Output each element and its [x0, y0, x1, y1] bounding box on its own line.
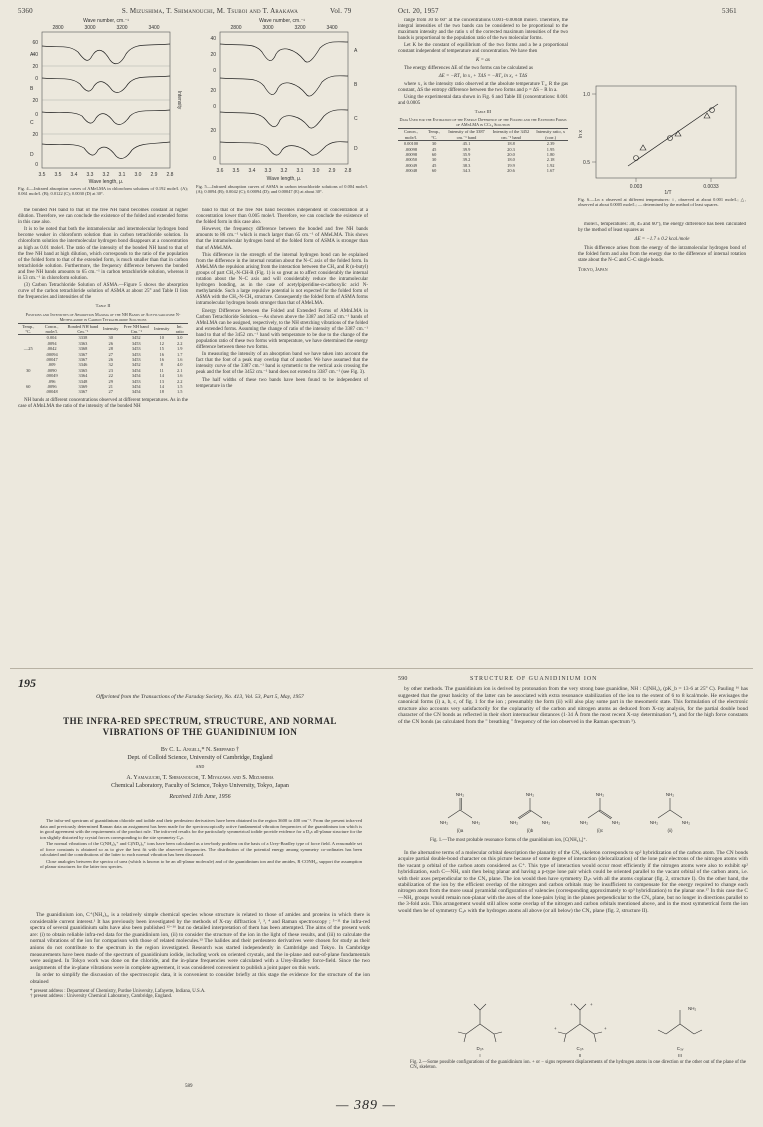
fig6-fit-line	[628, 104, 718, 166]
fig6-point-triangle	[704, 113, 710, 118]
page-number-589: 589	[185, 1084, 193, 1089]
fig1-label-ic: (i)c	[596, 828, 604, 833]
resonance-form-ic	[588, 798, 612, 819]
fig5-bottom-axis-label: Wave length, μ.	[266, 176, 302, 182]
svg-text:2800: 2800	[230, 25, 242, 31]
page-number-5360: 5360	[18, 7, 33, 15]
table-cell: 1.6	[176, 373, 183, 379]
table-cell: 1.67	[546, 168, 555, 174]
fig1-label-ia: (i)a	[456, 828, 464, 833]
table-cell: .00050	[404, 157, 418, 163]
affiliation-cambridge: Dept. of Colloid Science, University of Cambridge, England	[127, 755, 273, 761]
fig4-top-ticks	[52, 25, 159, 31]
table3-title: Data Used for the Estimation of the Energy Difference of the Folded and the Extended Forms of AMnLMA in CCl₄ Solution	[399, 117, 567, 128]
fig2-symmetry-c3v: C₃ᵥ	[676, 1046, 684, 1051]
table-cell: 27	[108, 389, 113, 395]
svg-text:NH₂: NH₂	[541, 820, 551, 825]
fig6-caption: Fig. 6.—Ln x observed at different temperatures: ○, observed at about 0.001 mole/l.; △, observed at about 0.0005 mole/l.; — determined by the method of least squares.	[578, 197, 746, 208]
svg-text:20: 20	[210, 128, 216, 134]
paper-number: 195	[18, 676, 36, 690]
table-cell: 20.3	[507, 146, 515, 152]
article-title: THE INFRA-RED SPECTRUM, STRUCTURE, AND NORMAL VIBRATIONS OF THE GUANIDINIUM ION	[63, 716, 337, 737]
svg-text:0: 0	[35, 112, 38, 118]
fig4-label-b: B	[30, 86, 34, 92]
table-cell: .00049	[404, 162, 418, 168]
top-left-column-2: band to that of the free NH band becomes independent of concentration at a concentration lower than 0.005 mole/l. Therefore, we can conclude the existence of the folded form in this case also. However, the frequency difference between the bonded and free NH bands amounts to 86 cm.⁻¹ which is much larger than 65 cm.⁻¹ of AMeLMA. This shows that the intramolecular hydrogen bond of the folded form of ASMA is stronger than that of AMeLMA. This difference in the strength of the internal hydrogen bond can be explained from the difference in the internal rotation about the N–C axis of the folded form. In AMeLMA the repulsion arising from the interaction between the CH₃ and R (n-butyl) groups of part CH₃-N-CH-R (Fig. 1) is so great as to affect considerably the internal rotation about the N–C axis and will considerably reduce the intramolecular hydrogen bonding, as in the case of acetylpiperidine-α-carboxylic acid N-methylamide. Such a large repulsive potential is not expected for the folded form of ASMA with the CH₃-N-CH₂ structure. Consequently the folded form of ASMA forms intramolecular hydrogen bonds stronger than that of AMeLMA. Energy Difference between the Folded and Extended Forms of AMnLMA in Carbon Tetrachloride Solution.—As shown above the 3387 and 3452 cm.⁻¹ bands of AMnLMA can be assigned, respectively, to the NH stretching vibrations of the folded and extended forms. Assuming the change of ratio of the intensity of the 3387 cm.⁻¹ band to that of the 3452 cm.⁻¹ band with temperature to be due to the change of the population ratio of these two forms with temperature, we have determined the energy difference between these two forms. In measuring the intensity of an absorption band we have taken into account the fact that the foot of a peak may overlap that of another. We have assumed that the intensity curve of the 3387 cm.⁻¹ band is symmetric to the vertical axis crossing the peak and the foot of the 3452 cm.⁻¹ band does not extend to 3387 cm.⁻¹ (see Fig. 3). The half widths of these two bands have been found to be independent of temperature in the	[196, 208, 368, 389]
fig6-y-tick-2: 0.5	[583, 160, 590, 166]
table-cell: 29	[108, 378, 113, 384]
svg-text:NH₂: NH₂	[681, 820, 691, 825]
table-cell: 3365	[78, 367, 88, 373]
resonance-form-ia	[448, 798, 472, 818]
table-cell: 30	[431, 157, 437, 163]
table-cell: 60	[26, 383, 31, 389]
fig4-label-a: A	[30, 52, 34, 58]
fig2-numeral-i: I	[479, 1053, 481, 1058]
table-cell: 1.9	[176, 346, 183, 352]
table-cell: 0.004	[46, 335, 57, 341]
table-cell: 16	[159, 356, 164, 362]
table-cell: 26	[108, 356, 113, 362]
svg-text:3.0: 3.0	[312, 168, 320, 174]
svg-text:2800: 2800	[52, 25, 64, 31]
table-cell: 2.39	[546, 141, 555, 147]
svg-text:2.8: 2.8	[166, 172, 174, 178]
table-cell	[18, 389, 39, 394]
resonance-form-ii	[658, 798, 682, 818]
table-cell: 34.3	[462, 168, 471, 174]
table-cell: 3454	[131, 383, 141, 389]
table-cell: 21	[108, 383, 113, 389]
table-cell: 3453	[131, 378, 141, 384]
figure-6-plot	[576, 80, 746, 195]
svg-text:3200: 3200	[294, 25, 306, 31]
fig4-bottom-ticks	[39, 172, 174, 178]
table2-label: Table II	[95, 303, 111, 309]
resonance-form-ib	[518, 798, 542, 819]
and-word: and	[195, 765, 205, 770]
svg-text:NH₂: NH₂	[649, 820, 659, 825]
configuration-c3v	[658, 1010, 702, 1034]
fig5-curve-a	[220, 42, 348, 62]
table-cell: 1.92	[546, 162, 555, 168]
fig5-label-a: A	[354, 48, 358, 54]
fig6-x-label: 1/T	[664, 190, 672, 195]
table-cell: 1.95	[546, 146, 555, 152]
svg-text:2.9: 2.9	[150, 172, 158, 178]
fig5-bottom-ticks	[217, 168, 352, 174]
table-cell: 10	[159, 335, 164, 341]
table-cell: 3453	[131, 346, 141, 352]
table-cell: 1.80	[546, 151, 555, 157]
table-cell: 3364	[78, 373, 88, 379]
table-cell: 4.0	[176, 362, 183, 368]
svg-text:3.1: 3.1	[118, 172, 126, 178]
svg-text:NH₂: NH₂	[525, 792, 535, 797]
svg-text:2.8: 2.8	[344, 168, 352, 174]
fig4-intensity-label: Intensity	[176, 90, 182, 110]
fig4-label-d: D	[30, 152, 34, 158]
table-cell: .00049	[45, 373, 58, 379]
svg-text:0: 0	[35, 76, 38, 82]
top-left-column-1: the bonded NH band to that of the free NH band becomes constant at higher dilution. Therefore, we can conclude the existence of the folded and extended forms in this case also. It is to be noted that both the intramolecular and intermolecular hydrogen bond become weaker in chloroform solution than in carbon tetrachloride solution. In chloroform solution the intermolecular hydrogen bond disappears at a concentration as high as 0.01 mole/l. The ratio of the intensity of the bonded NH band to that of the free NH band at high dilution, which corresponds to the ratio of the population of the folded form to that of the extended form, is much smaller than that in carbon tetrachloride solution. Furthermore, the frequency difference between the bonded and free NH bands amounts to 65 cm.⁻¹ in carbon tetrachloride solution, whereas it is 53 cm.⁻¹ in chloroform solution. (3) Carbon Tetrachloride Solution of ASMA.—Figure 5 shows the absorption curve of the carbon tetrachloride solution of ASMA at about 25° and Table II lists the frequencies and intensities of the Table II Positions and Intensities of Absorption Maxima of the NH Bands of Acetylsarcosine N-Methylamide in Carbon Tetrachloride Solutions Temp., °C. Concn., mole/l. Bonded NH band Cm.⁻¹ Intensity Free NH band Cm.⁻¹ Intensity Int. ratio 0.004 3338 30 3452 10 3.0 .0094 3363 26 3453 12 2.2 —25 .0042 3368 28 3453 15 1.9 .00094 3367 27 3453 16 1.7 .00047 3367 26 3453 16 1.6 .009 3346 32 3452 8 4.0 30 .0090 3365 23 3454 11 2.1 .00049 3364 22 3454 14 1.6 .096 3348 29 3453 13 2.2 60 .0096 3369 21 3454 14 1.5 .00048 3367 27 3454 18 1.5 NH bands at different concentrations observed at different temperatures. As in the case of AMnLMA the ratio of the intensity of the bonded NH	[18, 208, 188, 409]
svg-text:3.1: 3.1	[296, 168, 304, 174]
svg-text:3.5: 3.5	[54, 172, 62, 178]
fig5-left-ticks	[210, 36, 216, 162]
svg-text:3000: 3000	[84, 25, 96, 31]
table-cell: .00048	[45, 389, 58, 395]
svg-text:+: +	[604, 1026, 607, 1031]
svg-text:20: 20	[210, 52, 216, 58]
received-date: Received 11th June, 1956	[169, 794, 231, 800]
table-cell: .0094	[46, 340, 57, 346]
svg-text:20: 20	[210, 88, 216, 94]
configuration-c3h	[558, 1004, 602, 1042]
figure-1-resonance-forms	[430, 790, 720, 834]
table-cell: 1.7	[176, 351, 183, 357]
table-cell: 3452	[131, 335, 141, 341]
table-cell: 3452	[131, 362, 141, 368]
table-cell: 39.2	[462, 157, 471, 163]
table-cell: 2.1	[176, 367, 183, 373]
svg-text:0: 0	[35, 162, 38, 168]
table-cell: 22	[108, 373, 113, 379]
table-2: Temp., °C. Concn., mole/l. Bonded NH band Cm.⁻¹ Intensity Free NH band Cm.⁻¹ Intensity Int. ratio 0.004 3338 30 3452 10 3.0 .0094 3363 26 3453 12 2.2 —25 .0042 3368 28 3453 15 1.9 .00094 3367 27 3453 16 1.7 .00047 3367 26 3453 16 1.6 .009 3346 32 3452 8 4.0 30 .0090 3365 23 3454 11 2.1 .00049 3364 22 3454 14 1.6 .096 3348 29 3453 13 2.2 60 .0096 3369 21 3454 14 1.5 .00048 3367 27 3454 18 1.5	[18, 323, 188, 395]
fig4-caption: Fig. 4.—Infrared absorption curves of AMeLMA in chloroform solutions of 0.192 mole/l. (A); 0.061 mole/l. (B); 0.0122 (C); 0.0030 (D) at 30°.	[18, 186, 188, 197]
svg-text:40: 40	[32, 52, 38, 58]
top-right-column-2: mole/l., temperatures: 30, 45 and 60°), the energy difference has been calculated by the method of least squares as ΔE = −1.7 ± 0.2 kcal./mole This difference arises from the energy of the intramolecular hydrogen bond of the folded form and also from the energy due to the difference of internal rotation state about the N–C and C–C single bonds. Tokyo, Japan	[578, 222, 746, 273]
table-cell: 3369	[78, 383, 88, 389]
table-cell: 45.1	[462, 141, 471, 147]
svg-text:3.2: 3.2	[102, 172, 110, 178]
svg-text:3.3: 3.3	[86, 172, 94, 178]
table-cell: —25	[23, 346, 33, 352]
table-cell: 2.2	[176, 378, 183, 384]
table-cell: 19.9	[507, 162, 515, 168]
abstract: The infra-red spectrum of guanidinium chloride and iodide and their perdeutero derivatives have been obtained in the region 3600 to 400 cm⁻¹. From the present infra-red data and previously determined Raman data an assignment has been made for the spectroscopically active fundamental vibration frequencies of the guanidinium ion which is in good agreement with the requirements of the product rule. The infra-red results for the particularly symmetrical iodide provide evidence for a D₃ₕ all-planar structure for the ion slightly distorted by crystal forces corresponding to the site symmetry C₃ₕ. The normal vibrations of the C(NH₂)₃⁺ and C(ND₂)₃⁺ ions have been calculated as a ten-body problem on the basis of a Urey-Bradley type of force field. A reasonable set of force constants is obtained so as to give the best fit with the observed frequencies. The distribution of the potential energy among symmetry co-ordinates has been calculated and the contributions of the latter to each normal vibration has been discussed. Close analogies between the spectra of urea (which is known to be an all-planar molecule) and of the guanidinium ion and the amides, R·CONH₂, support the assumption of planar structures for the latter two species.	[40, 818, 362, 869]
svg-text:NH₂: NH₂	[439, 820, 449, 825]
fig4-label-c: C	[30, 120, 34, 126]
table-cell: 35.9	[462, 151, 471, 157]
table-3: Concn., mole/l. Temp., °C. Intensity of the 3387 cm.⁻¹ band Intensity of the 3452 cm.⁻¹ band Intensity ratio, x (corr.) 0.00100 30 45.1 18.8 2.39 .00098 45 39.9 20.3 1.95 .00098 60 35.9 20.0 1.80 .00050 30 39.2 18.0 2.18 .00049 45 38.3 19.9 1.92 .00048 60 34.3 20.6 1.67	[398, 128, 568, 173]
equation-delta-e-result: ΔE = −1.7 ± 0.2 kcal./mole	[634, 237, 690, 243]
fig2-numeral-iii: III	[678, 1053, 682, 1058]
fig6-y-tick-1: 1.0	[583, 92, 590, 98]
fig4-curve-a	[42, 44, 170, 64]
fig5-curve-c	[220, 110, 348, 128]
table-cell: 3346	[78, 362, 88, 368]
table-cell: 60	[431, 151, 437, 157]
svg-text:NH₂: NH₂	[595, 792, 605, 797]
table-cell: .0096	[46, 383, 57, 389]
table-cell: 15	[159, 346, 164, 352]
svg-text:+: +	[570, 1002, 573, 1007]
table-cell: 30	[431, 141, 437, 147]
table-cell: 39.9	[462, 146, 471, 152]
svg-text:20: 20	[32, 98, 38, 104]
fig6-point-circle	[634, 156, 639, 161]
table-cell: 30	[26, 367, 31, 373]
fig4-curve-b	[42, 76, 170, 92]
fig5-top-axis-label: Wave number, cm.⁻¹	[259, 18, 305, 24]
table-cell: 60	[431, 168, 437, 174]
table-cell: 13	[159, 378, 164, 384]
svg-text:NH₂: NH₂	[665, 792, 675, 797]
svg-text:3.0: 3.0	[134, 172, 142, 178]
table-cell: 2.18	[546, 157, 555, 163]
table-cell: 45	[431, 146, 437, 152]
fig5-curve-d	[220, 142, 348, 156]
table-cell: 38.3	[462, 162, 471, 168]
fig5-label-d: D	[354, 146, 358, 152]
svg-text:+: +	[590, 1002, 593, 1007]
table-cell: 20.0	[507, 151, 515, 157]
top-right-column-1: range from 30 to 60° at the concentrations 0.001–0.00048 mole/l. Therefore, the integral intensities of the two bands can be considered to be proportional to the maximum intensity and the ratio x of the corrected maximum intensities of the two bands is proportional to the population ratio of the two molecular forms. Let K be the constant of equilibrium of the two forms and a be a proportional constant independent of temperature and concentration. We have then K = ax The energy differences ΔE of the two forms can be calculated as ΔE = −RT₁ ln x₁ + TΔS = −RT₂ ln x₂ + TΔS where x₁ is the intensity ratio observed at the absolute temperature T₁, R the gas constant, ΔS the entropy difference between the two forms and p = ΔS − R ln a. Using the experimental data shown in Fig. 6 and Table III (concentrations: 0.001 and 0.0005 Table III Data Used for the Estimation of the Energy Difference of the Folded and the Extended Forms of AMnLMA in CCl₄ Solution Concn., mole/l. Temp., °C. Intensity of the 3387 cm.⁻¹ band Intensity of the 3452 cm.⁻¹ band Intensity ratio, x (corr.) 0.00100 30 45.1 18.8 2.39 .00098 45 39.9 20.3 1.95 .00098 60 35.9 20.0 1.80 .00050 30 39.2 18.0 2.18 .00049 45 38.3 19.9 1.92 .00048 60 34.3 20.6 1.67	[398, 18, 568, 174]
fig4-top-axis-label: Wave number, cm.⁻¹	[83, 18, 129, 24]
svg-text:20: 20	[32, 64, 38, 70]
table-cell: 18.0	[507, 157, 515, 163]
fig4-bottom-axis-label: Wave length, μ.	[88, 179, 124, 184]
svg-text:NH₂: NH₂	[688, 1006, 697, 1011]
svg-text:20: 20	[32, 132, 38, 138]
svg-text:NH₂: NH₂	[455, 792, 465, 797]
table-cell: .0042	[46, 346, 57, 352]
table-cell: 1.5	[176, 383, 183, 389]
fig2-numeral-ii: II	[578, 1053, 582, 1058]
page-divider	[10, 668, 753, 669]
bottom-right-text-1: by other methods. The guanidinium ion is derived by protonation from the very strong base guanidine, NH : C(NH₂)₂ (pK_b = 13·6 at 25° C). Pauling ¹⁶ has suggested that the great basicity of the latter can be associated with extra resonance stabilization of the ion to the extent of 6 to 8 kcal/mole. He envisages the canonical forms (i) a, b, c, of fig. 1 for the ion ; presumably the form (ii) will also play some part in the mesomeric state. This formulation of the electronic structure also accounts very satisfactorily for the coplanarity of the carbon and nitrogen atoms as deduced from X-ray analysis, for the partial double bond character of the CN bonds as reflected in their short internuclear distances (1·34 Å from the most recent X-ray determination ⁴), and for the high force constants of the CN bonds (as calculated from the " breathing " frequency of the ion observed in the Raman spectrum ⁵).	[398, 686, 748, 725]
table-cell: 3.0	[176, 335, 183, 341]
fig6-y-label: ln x	[578, 130, 584, 138]
table-cell: 3367	[78, 351, 88, 357]
running-head: S. Mizushima, T. Shimanouchi, M. Tsuboi and T. Arakawa	[121, 7, 299, 15]
table-cell: .00094	[45, 351, 58, 357]
page-number-5361: 5361	[722, 7, 737, 15]
svg-text:3000: 3000	[262, 25, 274, 31]
footnotes: * present address : Department of Chemistry, Purdue University, Lafayette, Indiana, U.S.A. † present address : University Chemical Laboratory, Cambridge, England.	[30, 988, 206, 1000]
table-cell: 3367	[78, 389, 88, 395]
svg-text:3.6: 3.6	[216, 168, 224, 174]
table-cell: .096	[47, 378, 56, 384]
table-cell: 23	[108, 367, 113, 373]
table-cell: 3453	[131, 356, 141, 362]
table-cell: 12	[159, 340, 164, 346]
svg-text:3.4: 3.4	[70, 172, 78, 178]
table-cell: 16	[159, 351, 164, 357]
table-cell: .00098	[404, 151, 418, 157]
table-cell: 3453	[131, 340, 141, 346]
table-cell: 3348	[78, 378, 88, 384]
svg-text:3.2: 3.2	[280, 168, 288, 174]
authors-tokyo: A. Yamaguchi, T. Shimanouchi, T. Miyazawa and S. Mizushima	[126, 775, 274, 781]
fig1-caption: Fig. 1.—The most probable resonance forms of the guanidinium ion, [C(NH₂)₃]⁺.	[430, 838, 587, 843]
table-cell: 14	[159, 383, 164, 389]
fig1-label-ib: (i)b	[526, 828, 534, 833]
table-cell: 27	[108, 351, 113, 357]
table-cell: 11	[159, 367, 164, 373]
running-head-guanidinium: STRUCTURE OF GUANIDINIUM ION	[470, 676, 598, 682]
svg-text:3.5: 3.5	[232, 168, 240, 174]
fig2-caption: Fig. 2.—Some possible configurations of the guanidinium ion. + or − signs represent displacements of the hydrogen atoms in one direction or the other out of the plane of the CN₃ skeleton.	[410, 1060, 746, 1071]
author-block	[35, 746, 365, 801]
fig5-label-c: C	[354, 116, 358, 122]
table-cell: .00048	[404, 168, 418, 174]
fig1-label-ii: (ii)	[667, 828, 673, 833]
fig2-symmetry-c3h: C₃ₕ	[576, 1046, 584, 1051]
table-cell: 3338	[78, 335, 88, 341]
fig5-caption: Fig. 5.—Infrared absorption curves of ASMA in carbon tetrachloride solutions of 0.004 mole/l. (A); 0.0094 (B); 0.0042 (C); 0.00094 (D); and 0.00047 (E) at about 30°.	[196, 184, 368, 195]
introduction-body: The guanidinium ion, C⁺(NH₂)₃, is a relatively simple chemical species whose structure is related to those of amides and proteins in which there is considerable current interest.¹ It has previously been investigated by the methods of X-ray diffraction ², ³, ⁴ and Raman spectroscopy ; ⁵⁻¹¹ the infra-red spectra of several guanidinium salts have also been published ¹²⁻¹⁶ but no detailed interpretation of them has been attempted. The aims of the present work are: (i) to obtain reliable infra-red data for the guanidinium ion, (ii) to consider the structure of the ion in the light of these results, and (iii) to calculate the normal vibrations of the ion for comparison with those of related molecules.¹³ The halides and their perdeutero derivatives were chosen for study as their anions do not contribute to the spectrum in the region investigated. Research was started independently in Cambridge and Tokyo. In Cambridge measurements have been made of the spectrum of guanidinium iodide, including work on oriented crystals, and the in-plane and out-of-plane fundamentals were assigned. In Tokyo work was done on the chloride, and the in-plane frequencies were calculated with a Urey-Bradley force-field. Since the two assignments of the in-plane vibrations were in complete agreement, it was considered convenient to publish a joint paper on this work. In order to simplify the discussion of the spectroscopic data, it is convenient to consider briefly at this stage the evidence for the structure of the ion obtained * present address : Department of Chemistry, Purdue University, Lafayette, Indiana, U.S.A. † present address : University Chemical Laboratory, Cambridge, England.	[30, 912, 370, 1000]
configuration-d3h	[458, 1004, 502, 1042]
svg-text:40: 40	[210, 36, 216, 42]
fig6-x-tick-1: 0.003	[629, 184, 643, 190]
equation-k: K = ax	[476, 57, 490, 63]
table-cell: 3367	[78, 356, 88, 362]
figure-5-spectrum	[196, 16, 368, 184]
table-cell: 3454	[131, 373, 141, 379]
table-cell: 26	[108, 340, 113, 346]
table-cell: 0.00100	[403, 141, 419, 147]
page-number-590: 590	[398, 676, 408, 682]
fig4-left-ticks	[32, 40, 38, 168]
svg-text:3.5: 3.5	[38, 172, 46, 178]
svg-text:60: 60	[32, 40, 38, 46]
table-cell: 18.8	[507, 141, 515, 147]
fig5-curve-b	[220, 76, 348, 96]
fig4-curve-d	[42, 142, 170, 158]
equation-delta-e: ΔE = −RT₁ ln x₁ + TΔS = −RT₂ ln x₂ + TΔS	[438, 73, 528, 79]
table-cell: 14	[159, 373, 164, 379]
table-cell: .0090	[46, 367, 57, 373]
table3-label: Table III	[474, 109, 492, 115]
svg-text:3.4: 3.4	[248, 168, 256, 174]
table-cell: 2.2	[176, 340, 183, 346]
svg-text:3.3: 3.3	[264, 168, 272, 174]
svg-text:NH₂: NH₂	[579, 820, 589, 825]
table-cell: 8	[160, 362, 163, 368]
table-cell: 1.6	[176, 356, 183, 362]
svg-text:0: 0	[213, 104, 216, 110]
table-cell: 3453	[131, 351, 141, 357]
fig4-curve-c	[42, 110, 170, 124]
svg-text:NH₂: NH₂	[471, 820, 481, 825]
footer-page-number: — 389 —	[336, 1098, 396, 1113]
table-cell: 32	[108, 362, 113, 368]
authors-cambridge: By C. L. Angell,* N. Sheppard †	[160, 747, 240, 753]
bottom-right-text-2: In the alternative terms of a molecular orbital description the planarity of the CN₃ skeleton corresponds to sp² hybridization of the carbon atom. The CN bonds acquire partial double-bond character on this picture because of some degree of interaction (delocalization) of the lone pair electrons of the nitrogen atoms with the vacant p orbital of the carbon atom considered as C⁺. This type of interaction would occur most efficiently if the nitrogen atoms were also to exhibit sp² hybridization, each C—NH₂ unit then being planar and having a p-type lone pair which could be oriented parallel to the vacant orbital of the carbon atom, i.e. with their axes perpendicular to the CN₃ plane. The ion would then have symmetry D₃ₕ with all the atoms coplanar (fig. 2, structure I). On the other hand, the stabilization of the ion by the efficient overlap of the nitrogen and carbon orbitals may be insufficient to compensate for the energy required to change each nitrogen atom from the more usual pyramidal configuration of valencies (corresponding approximately to sp³ hybridization) to the planar one.¹⁷ In this case the C—NH₂ groups would remain non-planar with the axes of the lone-pairs lying in the planes perpendicular to the CN₃ plane, but no longer in directions parallel to the 3-fold axis. This arrangement would still allow some overlap of the nitrogen and carbon orbitals mentioned above, and in the most symmetrical form the ion would then be of symmetry C₃ₕ with the hydrogen atoms all above (or all below) the CN₃ plane (fig. 2, structure II).	[398, 850, 748, 914]
affiliation-tokyo: Chemical Laboratory, Faculty of Science, Tokyo University, Tokyo, Japan	[111, 783, 289, 789]
svg-text:NH₂: NH₂	[611, 820, 621, 825]
svg-text:2.9: 2.9	[328, 168, 336, 174]
table-cell: 20.6	[507, 168, 515, 174]
offprint-notice: Offprinted from the Transactions of the Faraday Society, No. 413, Vol. 53, Part 5, May, 1957	[96, 694, 304, 700]
svg-text:3200: 3200	[116, 25, 128, 31]
table-cell: 18	[159, 389, 164, 395]
svg-text:3400: 3400	[326, 25, 338, 31]
table-cell: 3454	[131, 389, 141, 395]
volume-label: Vol. 79	[330, 7, 352, 15]
table-cell: 1.5	[176, 389, 183, 395]
date-label: Oct. 20, 1957	[398, 7, 439, 15]
table-cell: 3368	[78, 346, 88, 352]
figure-4-spectrum	[18, 16, 188, 184]
table-row	[398, 168, 568, 173]
svg-text:3400: 3400	[148, 25, 160, 31]
table-cell: .009	[47, 362, 56, 368]
svg-text:0: 0	[213, 156, 216, 162]
fig5-top-ticks	[230, 25, 337, 31]
table-cell: 45	[431, 162, 437, 168]
table-cell: .00098	[404, 146, 418, 152]
svg-text:+: +	[554, 1026, 557, 1031]
fig2-symmetry-d3h: D₃ₕ	[476, 1046, 484, 1051]
figure-2-configurations	[440, 1000, 720, 1058]
table-cell: 3363	[78, 340, 88, 346]
table-cell: .00047	[45, 356, 58, 362]
table-cell: 3454	[131, 367, 141, 373]
fig5-label-b: B	[354, 82, 358, 88]
address: Tokyo, Japan	[578, 267, 608, 273]
fig6-point-triangle	[640, 145, 646, 150]
table-cell: 30	[108, 335, 113, 341]
table2-title: Positions and Intensities of Absorption Maxima of the NH Bands of Acetylsarcosine N-Methylamide in Carbon Tetrachloride Solutions	[25, 311, 181, 322]
fig6-x-tick-2: 0.0033	[703, 184, 719, 190]
table-cell: 28	[108, 346, 113, 352]
table-row	[18, 389, 188, 394]
svg-text:0: 0	[213, 68, 216, 74]
svg-text:NH₂: NH₂	[509, 820, 519, 825]
